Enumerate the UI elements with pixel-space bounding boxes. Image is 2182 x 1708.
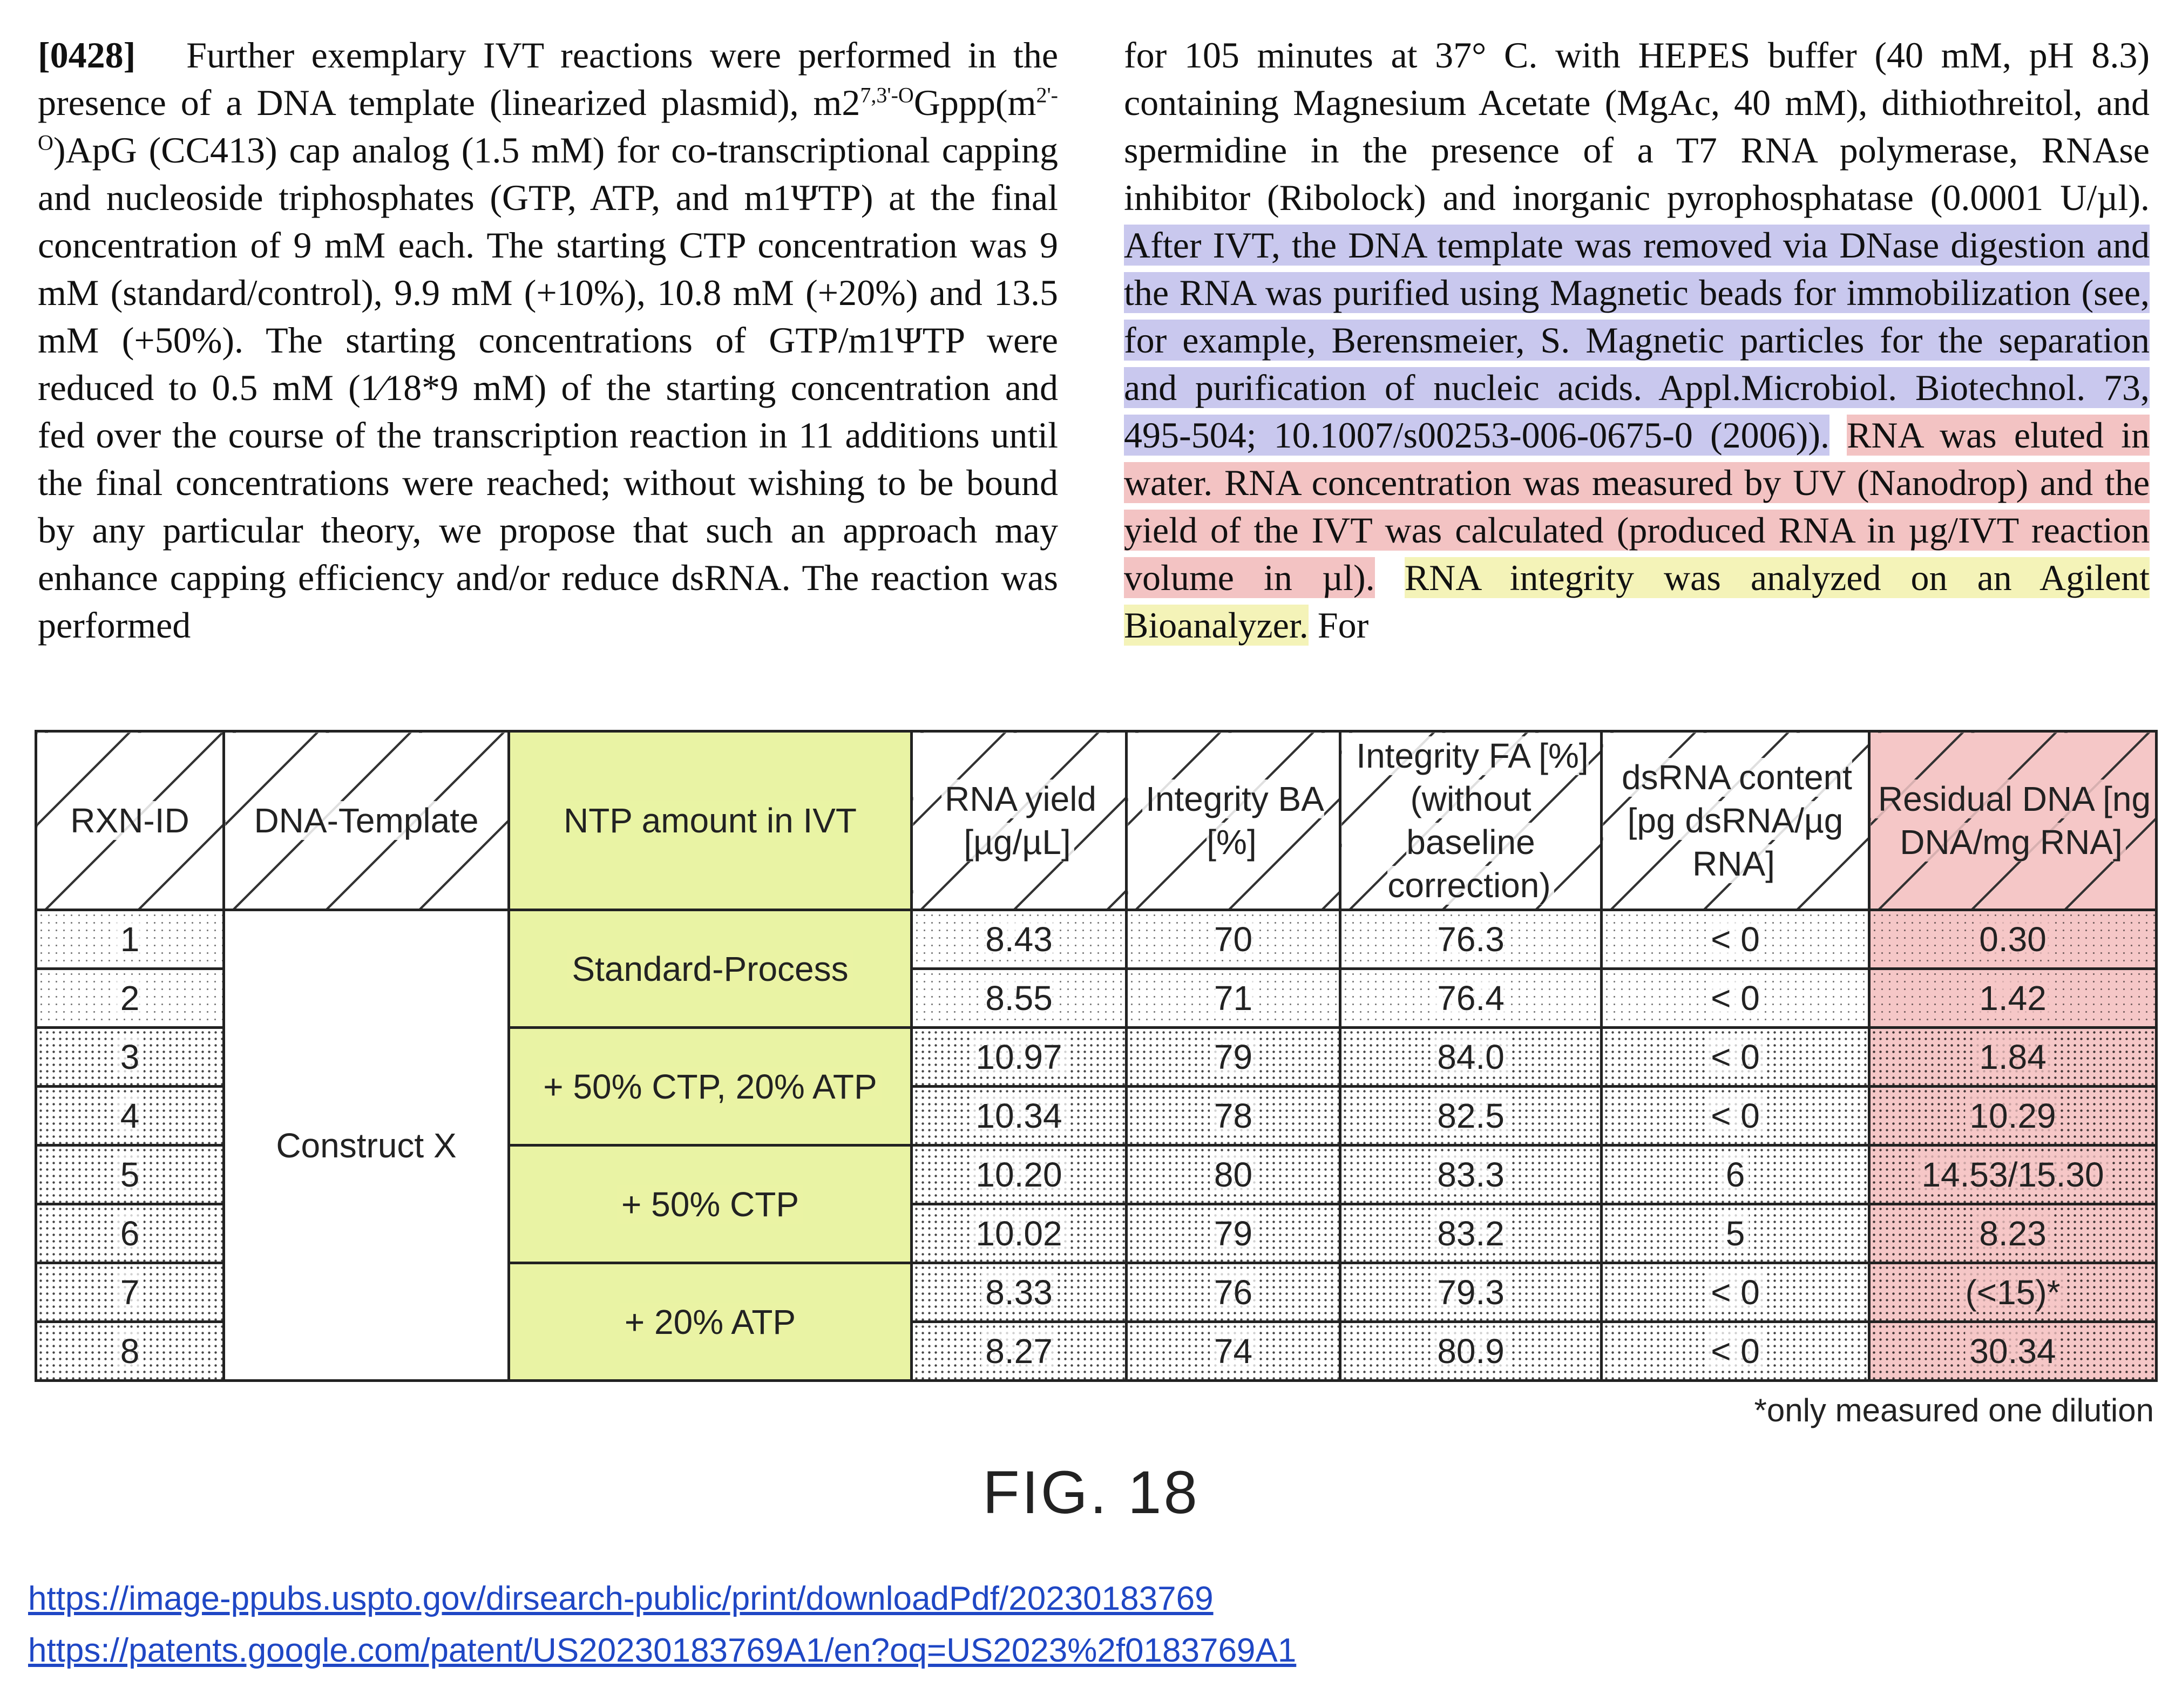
cell-rxn-id: 5 xyxy=(36,1146,224,1204)
cell-integrity-ba: 78 xyxy=(1127,1087,1340,1146)
cell-residual-dna: 14.53/15.30 xyxy=(1869,1146,2157,1204)
cell-rna-yield: 10.34 xyxy=(912,1087,1127,1146)
cell-residual-dna: 30.34 xyxy=(1869,1322,2157,1381)
cell-integrity-ba: 79 xyxy=(1127,1028,1340,1087)
cell-dsrna: 5 xyxy=(1602,1204,1869,1263)
google-patents-link[interactable]: https://patents.google.com/patent/US20230183769A1/en?oq=US2023%2f0183769A1 xyxy=(28,1632,1297,1669)
cell-group-atp: + 20% ATP xyxy=(509,1263,912,1381)
cell-group-ctp: + 50% CTP xyxy=(509,1146,912,1263)
cell-integrity-ba: 70 xyxy=(1127,910,1340,969)
paragraph-text-intro: Further exemplary IVT reactions were performed in the presence of a DNA template (linearized plasmid), m2 xyxy=(38,35,1059,123)
header-ntp-amount: NTP amount in IVT xyxy=(509,731,912,910)
cell-residual-dna: 0.30 xyxy=(1869,910,2157,969)
cell-residual-dna: 1.84 xyxy=(1869,1028,2157,1087)
figure-table-container xyxy=(35,730,2155,1382)
cell-integrity-fa: 83.2 xyxy=(1340,1204,1602,1263)
cell-construct: Construct X xyxy=(224,910,509,1381)
cell-integrity-ba: 80 xyxy=(1127,1146,1340,1204)
paragraph-text-mid: Gppp(m xyxy=(913,82,1036,123)
header-rxn-id: RXN-ID xyxy=(36,731,224,910)
superscript-2: 2'-O xyxy=(38,83,1058,155)
header-residual-dna: Residual DNA [ng DNA/mg RNA] xyxy=(1869,731,2157,910)
table-header-row xyxy=(36,731,2157,910)
cell-dsrna: < 0 xyxy=(1602,1087,1869,1146)
cell-dsrna: < 0 xyxy=(1602,1028,1869,1087)
table-row xyxy=(36,910,2157,969)
paragraph-right-column xyxy=(1124,31,2150,649)
cell-integrity-fa: 76.4 xyxy=(1340,969,1602,1028)
header-integrity-fa: Integrity FA [%] (without baseline correction) xyxy=(1340,731,1602,910)
cell-rxn-id: 6 xyxy=(36,1204,224,1263)
cell-integrity-fa: 82.5 xyxy=(1340,1087,1602,1146)
cell-rxn-id: 7 xyxy=(36,1263,224,1322)
highlight-yellow-text: RNA integrity was analyzed on an Agilent Bioanalyzer. xyxy=(1124,557,2150,646)
cell-rna-yield: 10.97 xyxy=(912,1028,1127,1087)
cell-integrity-ba: 74 xyxy=(1127,1322,1340,1381)
cell-rxn-id: 1 xyxy=(36,910,224,969)
cell-dsrna: < 0 xyxy=(1602,910,1869,969)
header-integrity-ba: Integrity BA [%] xyxy=(1127,731,1340,910)
cell-integrity-ba: 79 xyxy=(1127,1204,1340,1263)
cell-residual-dna: (<15)* xyxy=(1869,1263,2157,1322)
header-dna-template: DNA-Template xyxy=(224,731,509,910)
cell-group-ctp-atp: + 50% CTP, 20% ATP xyxy=(509,1028,912,1146)
cell-rxn-id: 4 xyxy=(36,1087,224,1146)
cell-integrity-fa: 80.9 xyxy=(1340,1322,1602,1381)
cell-residual-dna: 8.23 xyxy=(1869,1204,2157,1263)
cell-integrity-ba: 71 xyxy=(1127,969,1340,1028)
cell-integrity-fa: 76.3 xyxy=(1340,910,1602,969)
cell-group-standard: Standard-Process xyxy=(509,910,912,1028)
cell-rxn-id: 8 xyxy=(36,1322,224,1381)
header-dsrna-content: dsRNA content [pg dsRNA/µg RNA] xyxy=(1602,731,1869,910)
superscript-1: 7,3'-O xyxy=(860,83,914,107)
cell-integrity-fa: 83.3 xyxy=(1340,1146,1602,1204)
table-footnote: *only measured one dilution xyxy=(1754,1392,2154,1428)
cell-rna-yield: 10.20 xyxy=(912,1146,1127,1204)
cell-dsrna: < 0 xyxy=(1602,969,1869,1028)
cell-integrity-fa: 79.3 xyxy=(1340,1263,1602,1322)
cell-rxn-id: 3 xyxy=(36,1028,224,1087)
paragraph-number: [0428] xyxy=(38,35,136,76)
cell-rna-yield: 8.55 xyxy=(912,969,1127,1028)
paragraph-text-left-rest: )ApG (CC413) cap analog (1.5 mM) for co-transcriptional capping and nucleoside triphosphates (GTP, ATP, and m1ΨTP) at the final concentration of 9 mM each. The starting CTP concentration was 9 mM (standard/control), 9.9 mM (+10%), 10.8 mM (+20%) and 13.5 mM (+50%). The starting concentrations of GTP/m1ΨTP were reduced to 0.5 mM (1⁄18*9 mM) of the starting concentration and fed over the course of the transcription reaction in 11 additions until the final concentrations were reached; without wishing to be bound by any particular theory, we propose that such an approach may enhance capping efficiency and/or reduce dsRNA. The reaction was performed xyxy=(38,130,1058,646)
cell-residual-dna: 10.29 xyxy=(1869,1087,2157,1146)
results-table xyxy=(35,730,2158,1382)
cell-rna-yield: 8.27 xyxy=(912,1322,1127,1381)
highlight-red-text: RNA was eluted in water. RNA concentration was measured by UV (Nanodrop) and the yield of the IVT was calculated (produced RNA in µg/IVT reaction volume in µl). xyxy=(1124,415,2150,598)
uspto-link[interactable]: https://image-ppubs.uspto.gov/dirsearch-public/print/downloadPdf/20230183769 xyxy=(28,1580,1214,1617)
paragraph-text-right-tail: For xyxy=(1308,605,1369,646)
cell-dsrna: < 0 xyxy=(1602,1263,1869,1322)
cell-rxn-id: 2 xyxy=(36,969,224,1028)
paragraph-left-column xyxy=(38,31,1058,649)
highlight-blue-text: After IVT, the DNA template was removed via DNase digestion and the RNA was purified using Magnetic beads for immobilization (see, for example, Berensmeier, S. Magnetic particles for the separation and purification of nucleic acids. Appl.Microbiol. Biotechnol. 73, 495-504; 10.1007/s00253-006-0675-0 (2006)). xyxy=(1124,225,2150,456)
cell-rna-yield: 8.33 xyxy=(912,1263,1127,1322)
cell-dsrna: < 0 xyxy=(1602,1322,1869,1381)
paragraph-text-right-plain: for 105 minutes at 37° C. with HEPES buffer (40 mM, pH 8.3) containing Magnesium Acetate (MgAc, 40 mM), dithiothreitol, and spermidine in the presence of a T7 RNA polymerase, RNAse inhibitor (Ribolock) and inorganic pyrophosphatase (0.0001 U/µl). xyxy=(1124,35,2150,218)
header-rna-yield: RNA yield [µg/µL] xyxy=(912,731,1127,910)
figure-label: FIG. 18 xyxy=(982,1459,1200,1526)
cell-rna-yield: 8.43 xyxy=(912,910,1127,969)
cell-residual-dna: 1.42 xyxy=(1869,969,2157,1028)
cell-dsrna: 6 xyxy=(1602,1146,1869,1204)
cell-integrity-ba: 76 xyxy=(1127,1263,1340,1322)
cell-rna-yield: 10.02 xyxy=(912,1204,1127,1263)
cell-integrity-fa: 84.0 xyxy=(1340,1028,1602,1087)
